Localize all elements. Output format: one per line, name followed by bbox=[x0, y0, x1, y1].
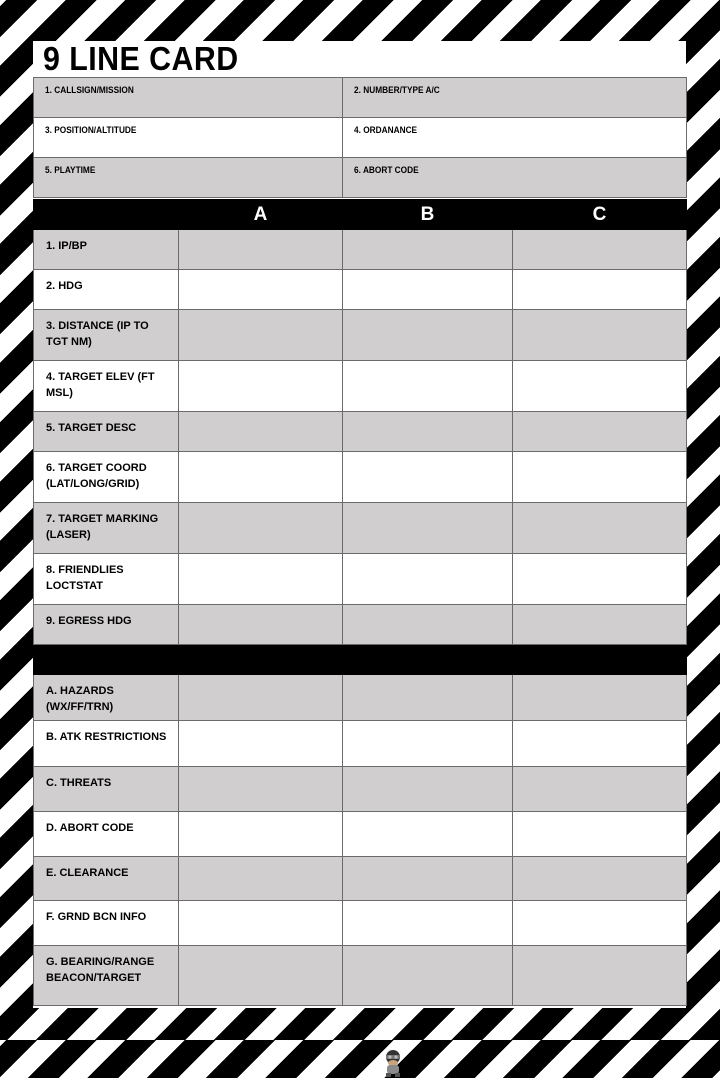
remarks-entry-b[interactable] bbox=[343, 946, 513, 1006]
nine-line-entry-a[interactable] bbox=[179, 270, 343, 310]
remarks-entry-b[interactable] bbox=[343, 857, 513, 901]
column-header-a: A bbox=[179, 200, 343, 230]
nine-line-entry-c[interactable] bbox=[513, 605, 687, 645]
nine-line-entry-b[interactable] bbox=[343, 412, 513, 452]
info-row bbox=[34, 118, 687, 158]
remarks-row bbox=[34, 946, 687, 1006]
divider-cell bbox=[34, 645, 179, 675]
nine-line-row bbox=[34, 554, 687, 605]
mission-info-table bbox=[33, 77, 687, 198]
nine-line-entry-a[interactable] bbox=[179, 503, 343, 554]
remarks-entry-a[interactable] bbox=[179, 675, 343, 721]
nine-line-row bbox=[34, 503, 687, 554]
nine-line-entry-b[interactable] bbox=[343, 361, 513, 412]
nine-line-entry-b[interactable] bbox=[343, 503, 513, 554]
info-row bbox=[34, 158, 687, 198]
nine-line-entry-c[interactable] bbox=[513, 361, 687, 412]
page-title: 9 LINE CARD bbox=[43, 40, 239, 77]
nine-line-entry-c[interactable] bbox=[513, 310, 687, 361]
card-sheet bbox=[33, 41, 686, 1008]
nine-line-row bbox=[34, 412, 687, 452]
remarks-entry-c[interactable] bbox=[513, 721, 687, 767]
remarks-entry-b[interactable] bbox=[343, 675, 513, 721]
remarks-row bbox=[34, 675, 687, 721]
nine-line-entry-b[interactable] bbox=[343, 605, 513, 645]
field-label: 1. CALLSIGN/MISSION bbox=[45, 85, 134, 95]
nine-line-entry-a[interactable] bbox=[179, 412, 343, 452]
divider-cell bbox=[343, 645, 513, 675]
nine-line-label: 2. HDG bbox=[34, 270, 179, 310]
nine-line-entry-a[interactable] bbox=[179, 452, 343, 503]
nine-line-table bbox=[33, 199, 687, 1006]
nine-line-row bbox=[34, 361, 687, 412]
remarks-row bbox=[34, 857, 687, 901]
remarks-entry-b[interactable] bbox=[343, 812, 513, 857]
nine-line-entry-a[interactable] bbox=[179, 230, 343, 270]
remarks-row bbox=[34, 901, 687, 946]
nine-line-row bbox=[34, 230, 687, 270]
remarks-row bbox=[34, 767, 687, 812]
nine-line-label: 6. TARGET COORD (LAT/LONG/GRID) bbox=[34, 452, 179, 503]
nine-line-entry-c[interactable] bbox=[513, 412, 687, 452]
nine-line-row bbox=[34, 605, 687, 645]
remarks-entry-a[interactable] bbox=[179, 901, 343, 946]
remarks-label: D. ABORT CODE bbox=[34, 812, 179, 857]
callsign-field[interactable] bbox=[34, 78, 343, 118]
nine-line-entry-c[interactable] bbox=[513, 503, 687, 554]
playtime-field[interactable] bbox=[34, 158, 343, 198]
position-altitude-field[interactable] bbox=[34, 118, 343, 158]
remarks-entry-c[interactable] bbox=[513, 901, 687, 946]
remarks-entry-a[interactable] bbox=[179, 721, 343, 767]
nine-line-entry-c[interactable] bbox=[513, 452, 687, 503]
nine-line-label: 5. TARGET DESC bbox=[34, 412, 179, 452]
field-label: 5. PLAYTIME bbox=[45, 165, 96, 175]
nine-line-row bbox=[34, 310, 687, 361]
abort-code-field[interactable] bbox=[343, 158, 687, 198]
divider-cell bbox=[513, 645, 687, 675]
number-type-field[interactable] bbox=[343, 78, 687, 118]
nine-line-entry-c[interactable] bbox=[513, 554, 687, 605]
remarks-entry-c[interactable] bbox=[513, 812, 687, 857]
column-header-b: B bbox=[343, 200, 513, 230]
column-header-row bbox=[34, 200, 687, 230]
remarks-entry-b[interactable] bbox=[343, 721, 513, 767]
nine-line-entry-b[interactable] bbox=[343, 270, 513, 310]
remarks-entry-a[interactable] bbox=[179, 767, 343, 812]
remarks-divider-bar bbox=[34, 645, 687, 675]
field-label: 6. ABORT CODE bbox=[354, 165, 419, 175]
pilot-mascot-icon bbox=[380, 1048, 406, 1078]
nine-line-entry-a[interactable] bbox=[179, 310, 343, 361]
nine-line-entry-a[interactable] bbox=[179, 554, 343, 605]
remarks-label: B. ATK RESTRICTIONS bbox=[34, 721, 179, 767]
nine-line-label: 3. DISTANCE (IP TO TGT NM) bbox=[34, 310, 179, 361]
nine-line-label: 7. TARGET MARKING (LASER) bbox=[34, 503, 179, 554]
remarks-entry-c[interactable] bbox=[513, 675, 687, 721]
field-label: 4. ORDANANCE bbox=[354, 125, 418, 135]
remarks-label: E. CLEARANCE bbox=[34, 857, 179, 901]
nine-line-entry-a[interactable] bbox=[179, 361, 343, 412]
remarks-row bbox=[34, 812, 687, 857]
remarks-label: F. GRND BCN INFO bbox=[34, 901, 179, 946]
nine-line-entry-b[interactable] bbox=[343, 554, 513, 605]
nine-line-entry-b[interactable] bbox=[343, 452, 513, 503]
remarks-entry-b[interactable] bbox=[343, 767, 513, 812]
remarks-label: G. BEARING/RANGE BEACON/TARGET bbox=[34, 946, 179, 1006]
remarks-entry-a[interactable] bbox=[179, 857, 343, 901]
nine-line-entry-b[interactable] bbox=[343, 230, 513, 270]
info-row bbox=[34, 78, 687, 118]
remarks-entry-a[interactable] bbox=[179, 812, 343, 857]
nine-line-row bbox=[34, 270, 687, 310]
nine-line-entry-c[interactable] bbox=[513, 230, 687, 270]
divider-cell bbox=[179, 645, 343, 675]
nine-line-label: 8. FRIENDLIES LOCTSTAT bbox=[34, 554, 179, 605]
remarks-entry-c[interactable] bbox=[513, 946, 687, 1006]
field-label: 2. NUMBER/TYPE A/C bbox=[354, 85, 440, 95]
nine-line-entry-b[interactable] bbox=[343, 310, 513, 361]
header-blank-cell bbox=[34, 200, 179, 230]
remarks-label: A. HAZARDS (WX/FF/TRN) bbox=[34, 675, 179, 721]
nine-line-entry-c[interactable] bbox=[513, 270, 687, 310]
nine-line-label: 4. TARGET ELEV (FT MSL) bbox=[34, 361, 179, 412]
nine-line-entry-a[interactable] bbox=[179, 605, 343, 645]
nine-line-label: 1. IP/BP bbox=[34, 230, 179, 270]
column-header-c: C bbox=[513, 200, 687, 230]
remarks-entry-c[interactable] bbox=[513, 857, 687, 901]
remarks-entry-c[interactable] bbox=[513, 767, 687, 812]
remarks-entry-a[interactable] bbox=[179, 946, 343, 1006]
nine-line-row bbox=[34, 452, 687, 503]
ordnance-field[interactable] bbox=[343, 118, 687, 158]
remarks-row bbox=[34, 721, 687, 767]
remarks-entry-b[interactable] bbox=[343, 901, 513, 946]
field-label: 3. POSITION/ALTITUDE bbox=[45, 125, 137, 135]
nine-line-label: 9. EGRESS HDG bbox=[34, 605, 179, 645]
remarks-label: C. THREATS bbox=[34, 767, 179, 812]
